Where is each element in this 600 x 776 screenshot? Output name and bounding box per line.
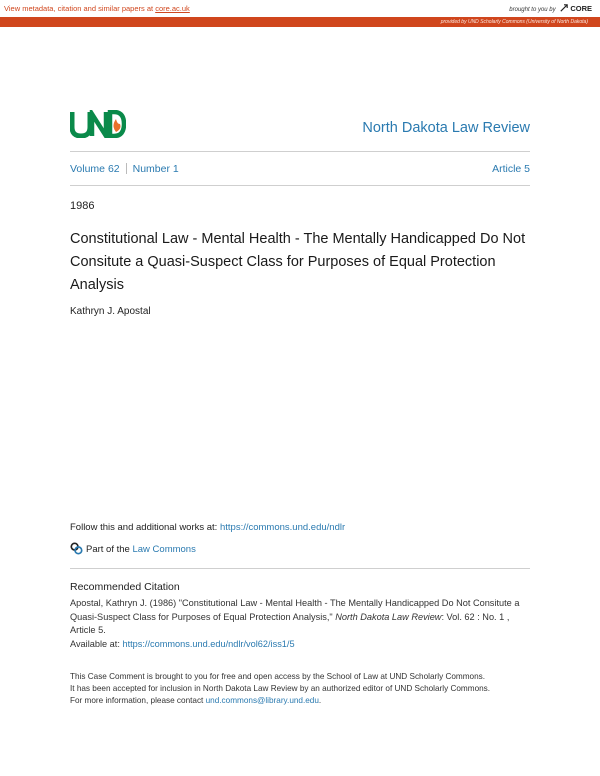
notice-line-3-end: .	[318, 696, 322, 705]
author-name: Kathryn J. Apostal	[70, 306, 151, 317]
part-of-commons	[70, 542, 196, 555]
citation-journal: North Dakota Law Review	[335, 611, 442, 622]
recommended-citation-heading: Recommended Citation	[70, 581, 180, 593]
law-commons-link[interactable]: Law Commons	[132, 544, 196, 555]
citation-body: Apostal, Kathryn J. (1986) "Constitutional Law - Mental Health - The Mentally Handicapped Do Not Consitute a Quasi-Suspect Class for Purposes of Equal Protection Analysis,"	[70, 598, 520, 622]
notice-line-3: For more information, please contact	[70, 696, 206, 705]
issue-meta-row	[70, 163, 530, 175]
part-of-label: Part of the	[86, 544, 133, 555]
follow-label: Follow this and additional works at:	[70, 522, 220, 533]
bepress-network-icon	[70, 542, 83, 555]
notice-line-1: This Case Comment is brought to you for free and open access by the School of Law at UND Scholarly Commons.	[70, 672, 486, 681]
volume-link[interactable]: Volume 62	[70, 163, 120, 175]
number-link[interactable]: Number 1	[132, 163, 179, 175]
core-banner	[0, 0, 600, 17]
core-metadata-label: View metadata, citation and similar papers at	[4, 4, 156, 13]
access-notice	[70, 671, 540, 707]
brought-to-you-by	[509, 4, 592, 13]
contact-email-link[interactable]: und.commons@library.und.edu	[205, 696, 319, 705]
core-metadata-text	[4, 4, 190, 13]
journal-title-link[interactable]: North Dakota Law Review	[362, 120, 530, 136]
follow-works	[70, 522, 345, 533]
und-logo-icon	[70, 110, 126, 138]
separator	[126, 163, 127, 174]
divider	[70, 185, 530, 186]
follow-url-link[interactable]: https://commons.und.edu/ndlr	[219, 522, 346, 533]
article-title: Constitutional Law - Mental Health - The Mentally Handicapped Do Not Consitute a Quasi-Suspect Class for Purposes of Equal Protection Analysis	[70, 231, 526, 293]
divider	[70, 151, 530, 152]
core-logo-text: CORE	[570, 4, 592, 13]
notice-line-2: It has been accepted for inclusion in North Dakota Law Review by an authorized editor of UND Scholarly Commons.	[70, 684, 491, 693]
citation-url-link[interactable]: https://commons.und.edu/ndlr/vol62/iss1/5	[122, 638, 295, 649]
citation-volume: : Vol. 62 : No. 1 , Article 5.	[70, 611, 510, 635]
provided-by-text: provided by UND Scholarly Commons (University of North Dakota)	[440, 19, 588, 25]
divider	[70, 568, 530, 569]
available-label: Available at:	[70, 638, 123, 649]
brought-to-you-label: brought to you by	[509, 7, 556, 13]
citation-text	[70, 597, 532, 651]
core-logo-icon	[560, 4, 568, 12]
article-link[interactable]: Article 5	[492, 163, 530, 175]
provided-by-bar	[0, 17, 600, 27]
core-link[interactable]: core.ac.uk	[155, 4, 190, 13]
publication-year: 1986	[70, 200, 95, 212]
